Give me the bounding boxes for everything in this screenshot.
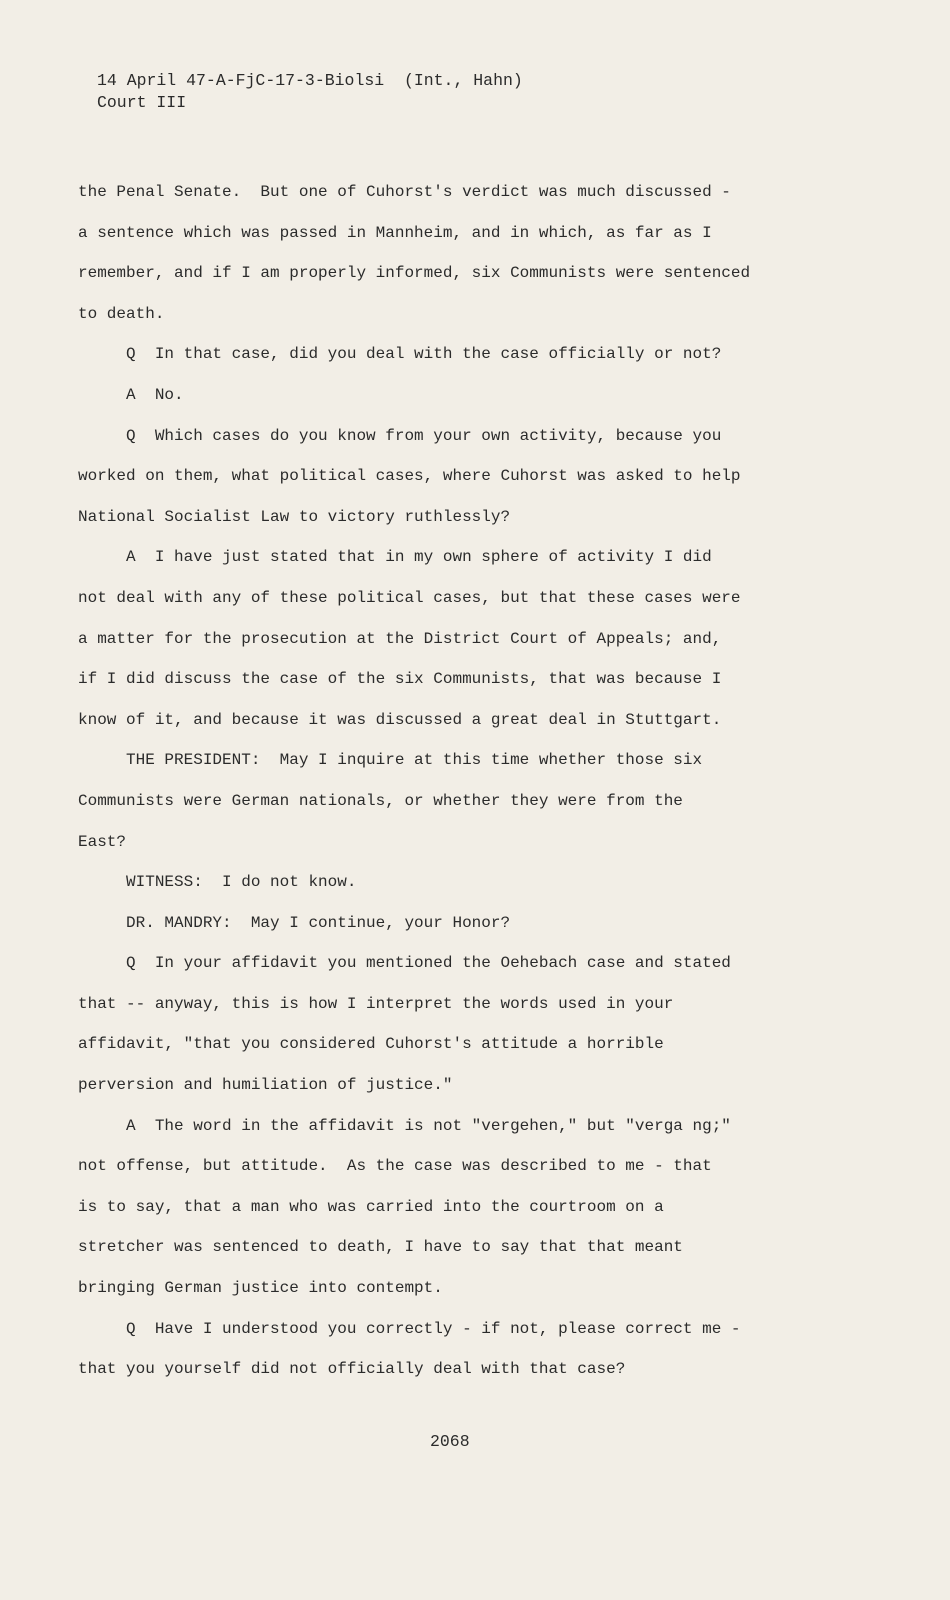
text-line: not offense, but attitude. As the case was described to me - that [78,1157,712,1176]
text-line: to death. [78,304,165,323]
text-line: National Socialist Law to victory ruthlessly? [78,507,511,526]
text-line: bringing German justice into contempt. [78,1279,443,1298]
text-line: a matter for the prosecution at the District Court of Appeals; and, [78,629,722,648]
header-court: Court III [97,93,187,112]
text-line: not deal with any of these political cases, but that these cases were [78,588,741,607]
text-line: remember, and if I am properly informed, six Communists were sentenced [78,264,751,283]
text-line: is to say, that a man who was carried into the courtroom on a [78,1197,664,1216]
text-line: stretcher was sentenced to death, I have to say that that meant [78,1238,683,1257]
page-number: 2068 [430,1432,470,1451]
text-line: affidavit, "that you considered Cuhorst's attitude a horrible [78,1035,664,1054]
transcript-body [78,172,818,1390]
text-line: A The word in the affidavit is not "vergehen," but "verga ng;" [78,1116,731,1135]
text-line: a sentence which was passed in Mannheim, and in which, as far as I [78,223,712,242]
text-line: THE PRESIDENT: May I inquire at this time whether those six [78,751,703,770]
text-line: perversion and humiliation of justice." [78,1076,453,1095]
header-case-reference: 14 April 47-A-FjC-17-3-Biolsi (Int., Hahn) [97,71,523,90]
text-line: Q In that case, did you deal with the case officially or not? [78,345,722,364]
text-line: Q In your affidavit you mentioned the Oehebach case and stated [78,954,731,973]
text-line: Communists were German nationals, or whether they were from the [78,791,683,810]
text-line: the Penal Senate. But one of Cuhorst's verdict was much discussed - [78,183,731,201]
text-line: know of it, and because it was discussed a great deal in Stuttgart. [78,710,722,729]
text-line: Q Which cases do you know from your own activity, because you [78,426,722,445]
text-line: A No. [78,385,184,404]
text-line: that you yourself did not officially deal with that case? [78,1360,626,1379]
text-line: worked on them, what political cases, where Cuhorst was asked to help [78,467,741,486]
document-header [97,70,523,114]
text-line: East? [78,832,127,851]
text-line: that -- anyway, this is how I interpret the words used in your [78,994,674,1013]
text-line: DR. MANDRY: May I continue, your Honor? [78,913,511,932]
text-line: Q Have I understood you correctly - if not, please correct me - [78,1319,741,1338]
text-line: A I have just stated that in my own sphere of activity I did [78,548,712,567]
text-line: if I did discuss the case of the six Communists, that was because I [78,670,722,689]
transcript-paragraph [78,172,818,1390]
text-line: WITNESS: I do not know. [78,873,357,892]
